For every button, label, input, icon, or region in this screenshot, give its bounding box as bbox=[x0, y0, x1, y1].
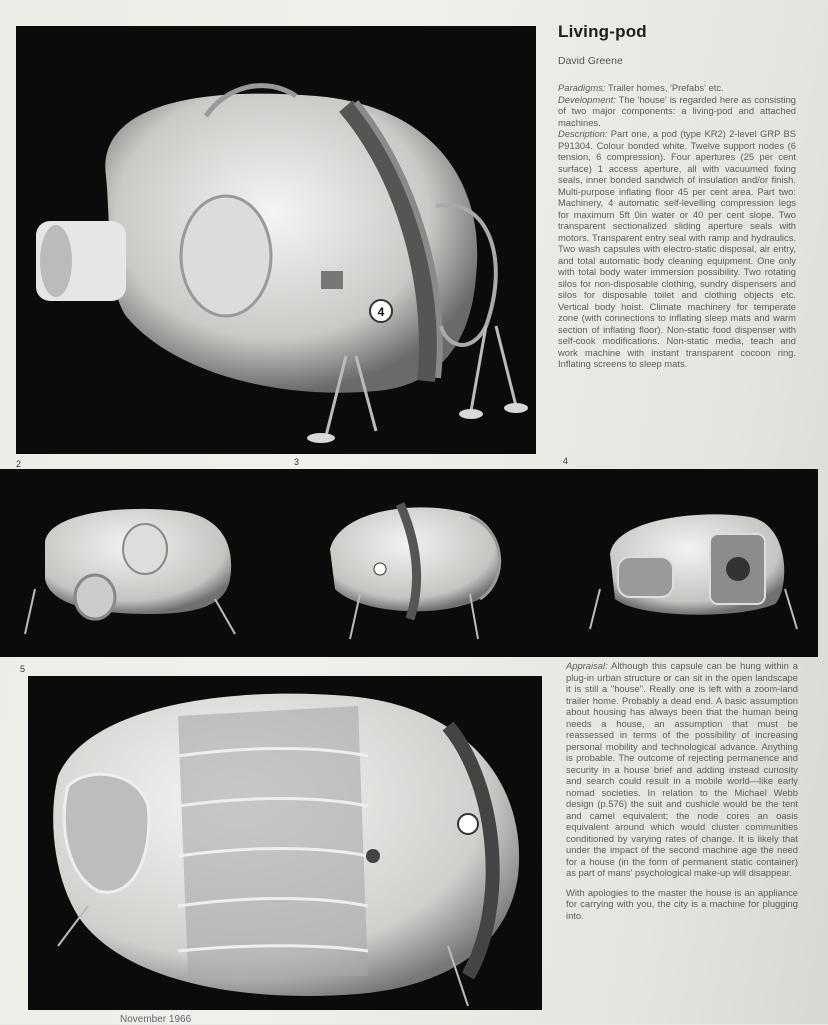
pod-number-badge: 4 bbox=[377, 305, 385, 319]
page-footer: November 1966 bbox=[120, 1014, 192, 1025]
figure-number-5: 5 bbox=[20, 664, 26, 674]
article-body-bottom bbox=[566, 660, 798, 929]
paragraph-closing: With apologies to the master the house is an appliance for carrying with you, the city is a machine for plugging into. bbox=[566, 886, 798, 921]
living-pod-model-illustration bbox=[16, 26, 536, 454]
paragraph-description: Description: Part one, a pod (type KR2) 2-level GRP BS P91304. Colour bonded white. Twelve support nodes (6 tension, 6 compression). Four apertures (25 per cent surface) 1 access aperture, all with vacuumed fixing seals, inner bonded sandwich of insulation and/or finish. Multi-purpose inflating floor 45 per cent area. Part two: Machinery, 4 automatic self-levelling compression legs for maximum 5ft 0in water or 40 per cent slope. Two transparent sectionalized sliding aperture seals with motors. Transparent entry seal with ramp and hydraulics. Two wash capsules with electro-static disposal, air entry, and total automatic body cleaning equipment. One only with total body water immersion possibility. Two rotating silos for non-disposable clothing, sundry dispensers and silos for disposable toilet and clothing objects etc. Vertical body hoist. Climate machinery for temperate zone (with connections to inflating sleep mats and warm section of inflating floor). Non-static food dispenser with self-cook modifications. Non-static media, teach and work machine with instant transparent cocoon ring. Inflating screens to sleep mats. bbox=[558, 128, 796, 369]
paragraph-paradigms: Paradigms: Trailer homes, 'Prefabs' etc. bbox=[558, 82, 724, 93]
article-body-top bbox=[558, 82, 796, 370]
photo-living-pod-closeup bbox=[28, 676, 542, 1010]
figure-number-2: 2 bbox=[16, 459, 22, 469]
living-pod-three-views-illustration bbox=[0, 469, 818, 657]
paragraph-development: Development: The 'house' is regarded here as consisting of two major components: a living-pod and attached machines. bbox=[558, 93, 796, 128]
photo-living-pod-main bbox=[16, 26, 536, 454]
paragraph-appraisal: Appraisal: Although this capsule can be hung within a plug-in urban structure or can sit in the open landscape it is still a "house". Really one is left with a zoom-land trailer home. Probably a dead end. A basic assumption about housing has always been that the human being needs a house, an assumption that must be reassessed in terms of the possibility of increasing personal mobility and technological advance. Anything is probable. The outcome of rejecting permanence and security in a house brief and adding instead curiosity and search could result in a mobile world—like early nomad societies. In relation to the Michael Webb design (p.576) the suit and cushicle would be the tent and camel equivalent; the node cores an oasis equivalent around which would cluster communities conditioned by varying rates of change. It is likely that under the impact of the second machine age the need for a house (in the form of permanent static container) as part of mans' psychological make-up will disappear. bbox=[566, 660, 798, 878]
article-author: David Greene bbox=[558, 55, 623, 67]
living-pod-closeup-illustration bbox=[28, 676, 542, 1010]
article-title: Living-pod bbox=[558, 22, 647, 41]
figure-number-4: 4 bbox=[563, 456, 569, 466]
figure-number-3: 3 bbox=[294, 457, 300, 467]
photo-strip-three-views bbox=[0, 469, 818, 657]
